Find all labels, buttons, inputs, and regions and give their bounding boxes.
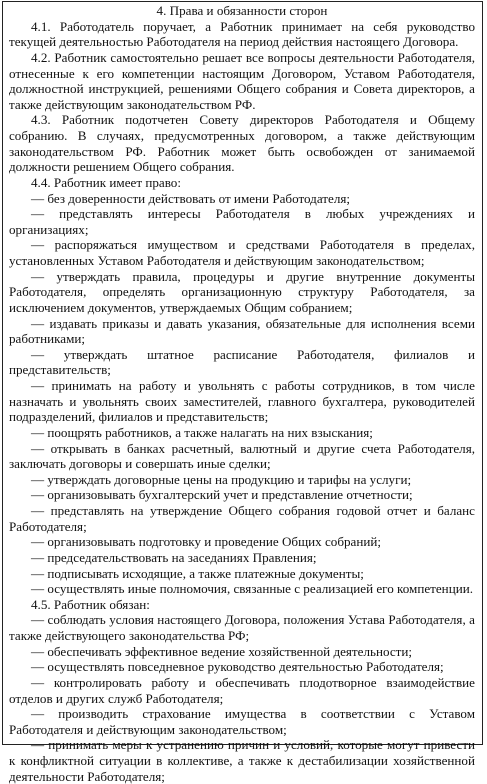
paragraph: — обеспечивать эффективное ведение хозяйственной деятельности; <box>31 643 413 659</box>
paragraph: 4.3. Работник подотчетен Совету директоров Работодателя и Общему собранию. В случаях, предусмотренных договором, а также действующим законодательством РФ. Работник может быть освобожден от занимаемой должности решением Общего собрания. <box>9 112 475 175</box>
paragraph: 4.2. Работник самостоятельно решает все вопросы деятельности Работодателя, отнесенные к его компетенции настоящим Договором, Уставом Работодателя, должностной инструкцией, решениями Общего собрания и Совета директоров, а также действующим законодательством РФ. <box>9 49 475 112</box>
paragraph: — поощрять работников, а также налагать на них взыскания; <box>31 424 373 440</box>
paragraph: — соблюдать условия настоящего Договора, положения Устава Работодателя, а также действующего законодательства РФ; <box>9 612 475 643</box>
paragraph: — открывать в банках расчетный, валютный и другие счета Работодателя, заключать договоры и совершать иные сделки; <box>9 440 475 472</box>
section-title: 4. Права и обязанности сторон <box>156 3 328 18</box>
paragraph: — издавать приказы и давать указания, обязательные для исполнения всеми работниками; <box>9 315 475 347</box>
document-frame <box>2 1 483 784</box>
paragraph: — утверждать правила, процедуры и другие внутренние документы Работодателя, определять организационную структуру Работодателя, за исключением документов, утверждаемых Общим собранием; <box>9 268 475 315</box>
paragraph: — осуществлять повседневное руководство деятельностью Работодателя; <box>31 659 444 675</box>
paragraph: — организовывать подготовку и проведение Общих собраний; <box>31 534 382 550</box>
paragraph: — утверждать договорные цены на продукцию и тарифы на услуги; <box>31 471 412 487</box>
paragraph: 4.4. Работник имеет право: <box>31 174 181 190</box>
paragraph: — утверждать штатное расписание Работодателя, филиалов и представительств; <box>9 346 475 378</box>
paragraph: — организовывать бухгалтерский учет и представление отчетности; <box>31 487 413 503</box>
paragraph: — без доверенности действовать от имени Работодателя; <box>31 190 351 206</box>
paragraph: — представлять интересы Работодателя в любых учреждениях и организациях; <box>9 206 475 237</box>
paragraph: 4.1. Работодатель поручает, а Работник принимает на себя руководство текущей деятельностью Работодателя на период действия настоящего Договора. <box>9 18 475 50</box>
paragraph: — принимать на работу и увольнять с работы сотрудников, в том числе назначать и увольнять своих заместителей, главного бухгалтера, руководителей подразделений, филиалов и представительств; <box>9 378 475 425</box>
paragraph: — председательствовать на заседаниях Правления; <box>31 549 317 565</box>
paragraph: — представлять на утверждение Общего собрания годовой отчет и баланс Работодателя; <box>9 503 475 534</box>
paragraph: 4.5. Работник обязан: <box>31 596 150 612</box>
paragraph: — распоряжаться имуществом и средствами Работодателя в пределах, установленных Уставом Работодателя и действующим законодательством; <box>9 237 475 268</box>
paragraph: — контролировать работу и обеспечивать плодотворное взаимодействие отделов и других служб Работодателя; <box>9 674 475 706</box>
paragraph: — принимать меры к устранению причин и условий, которые могут привести к конфликтной ситуации в коллективе, а также к дестабилизации хозяйственной деятельности Работодателя; <box>9 737 475 784</box>
paragraph: — осуществлять иные полномочия, связанные с реализацией его компетенции. <box>31 581 473 597</box>
paragraph: — подписывать исходящие, а также платежные документы; <box>31 565 364 581</box>
paragraph: — производить страхование имущества в соответствии с Уставом Работодателя и действующим законодательством; <box>9 706 475 737</box>
section-body <box>9 19 475 784</box>
